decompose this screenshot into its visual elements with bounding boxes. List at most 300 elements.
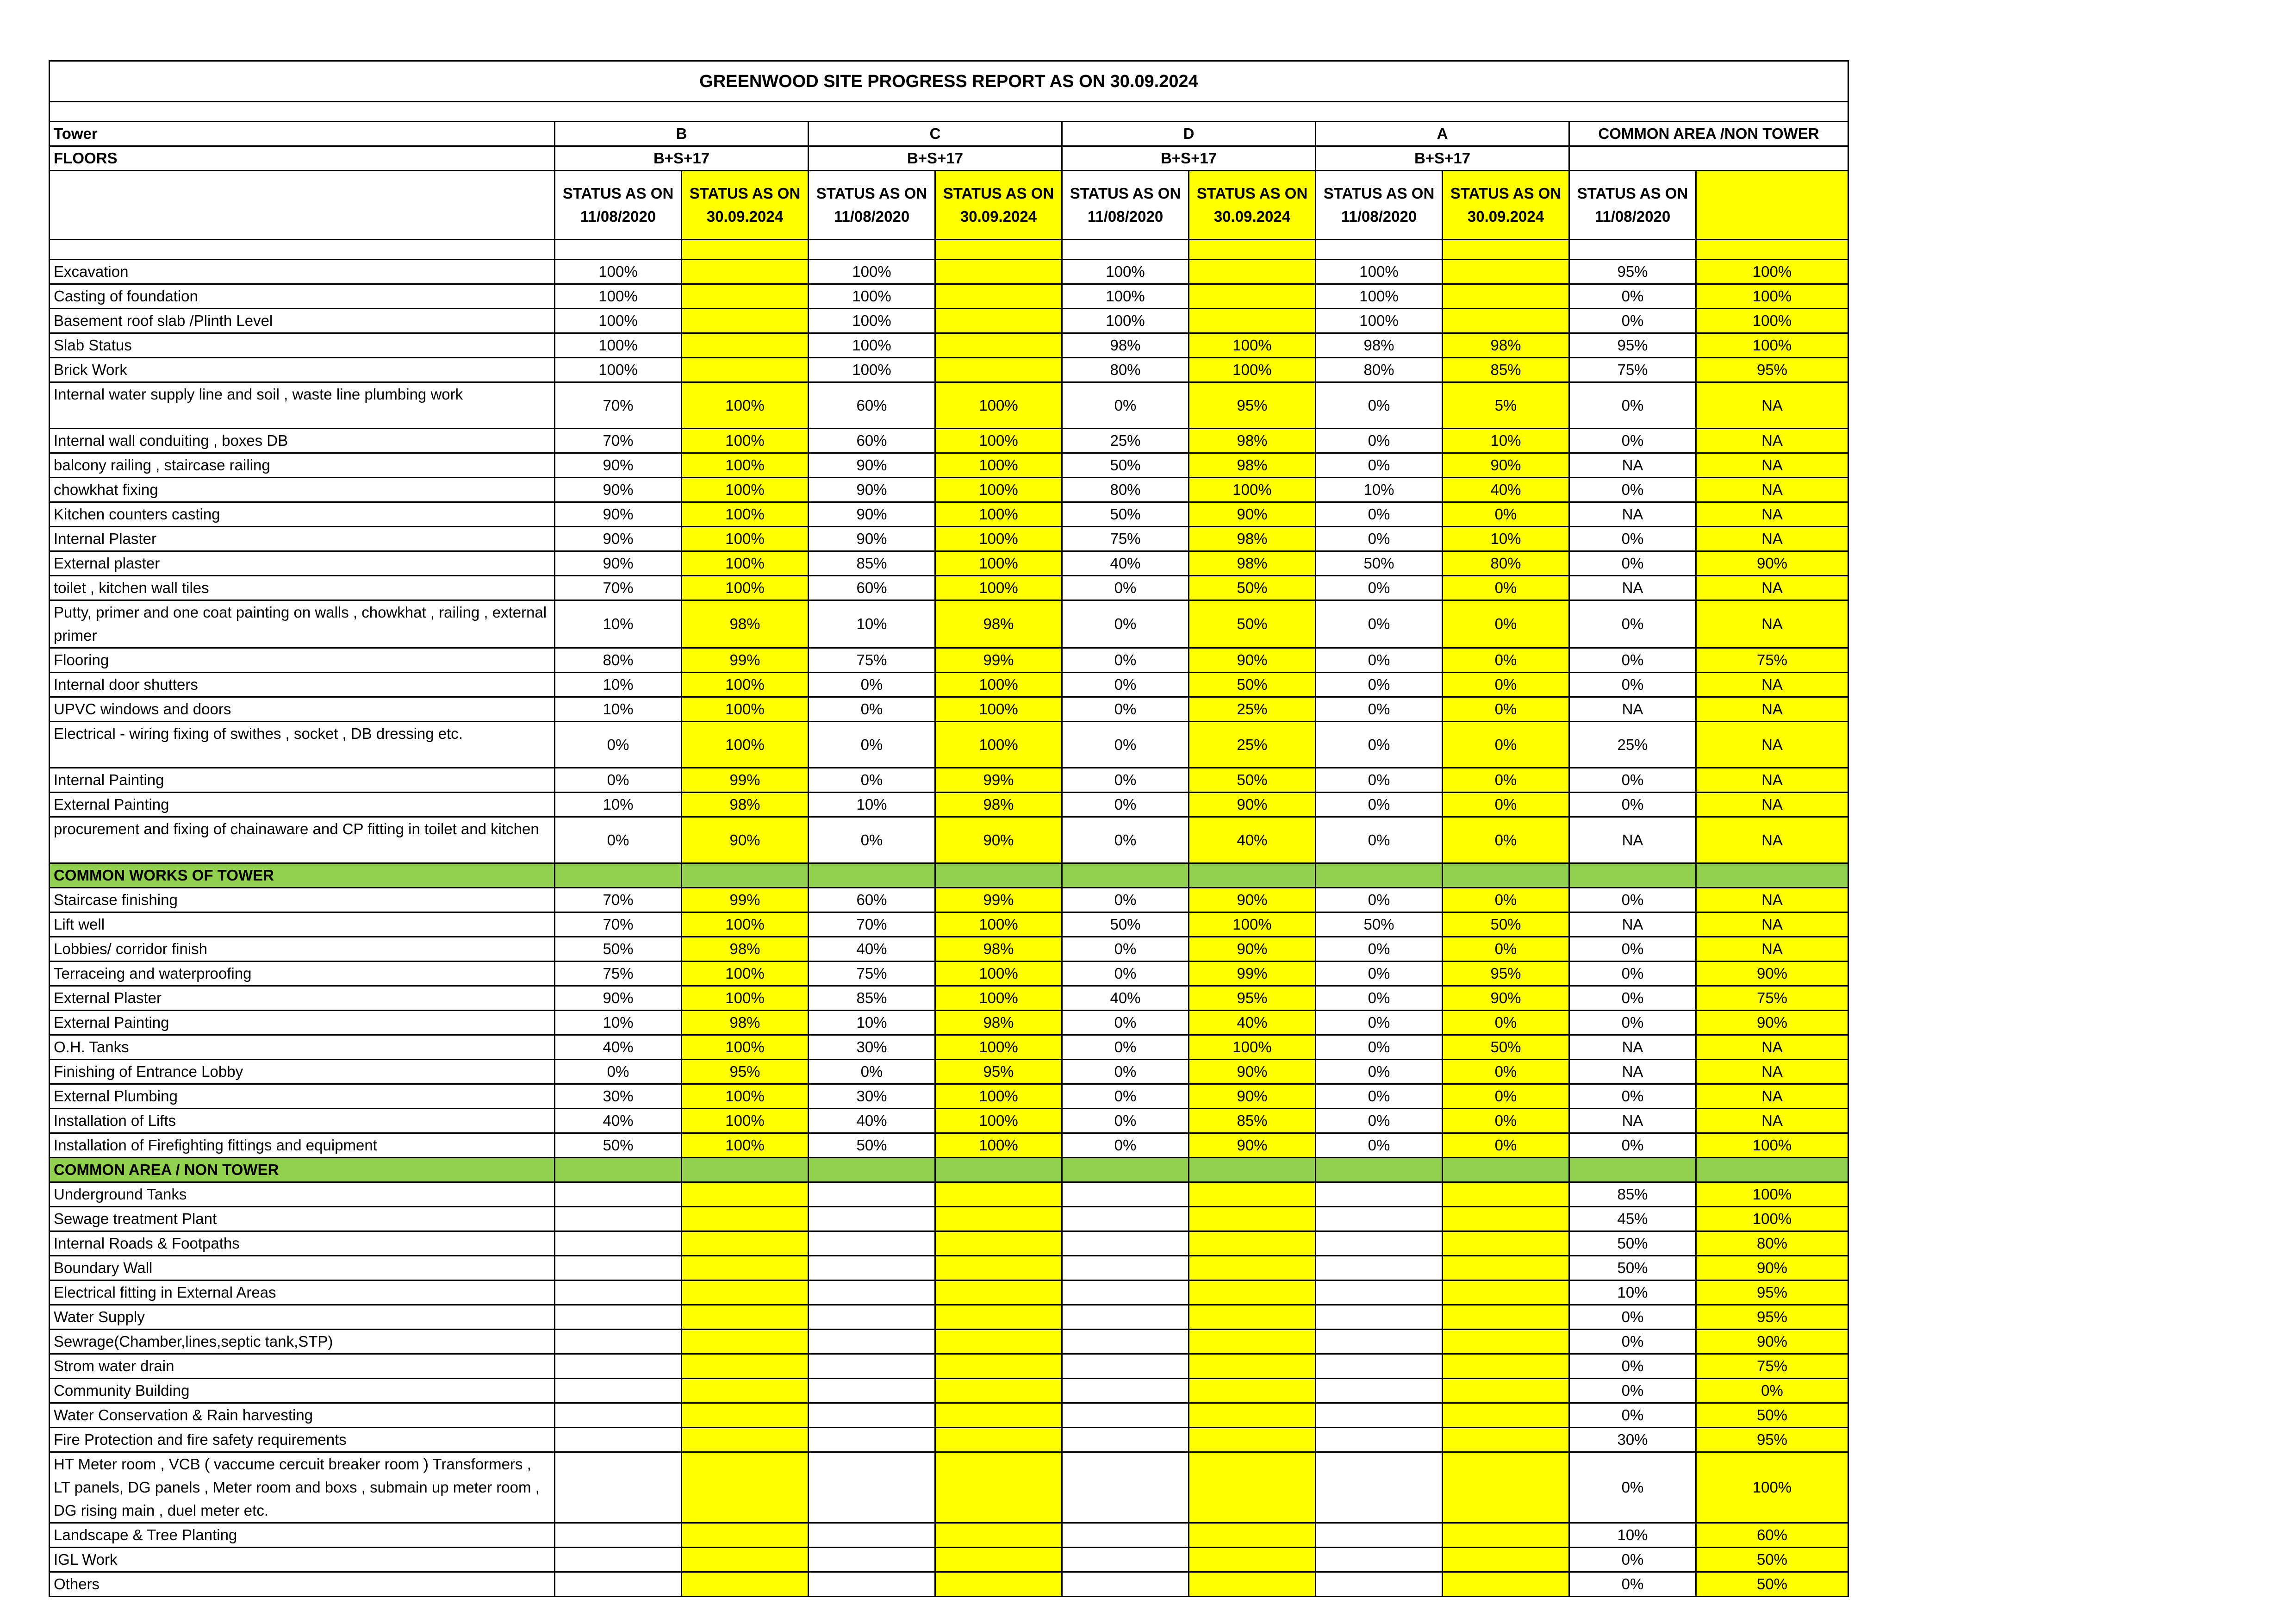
status-old-value: 30% xyxy=(1569,1428,1696,1452)
progress-table xyxy=(49,60,1849,1597)
status-new-value xyxy=(935,1428,1062,1452)
status-old-value: 0% xyxy=(1316,673,1443,697)
empty-cell xyxy=(935,1158,1062,1182)
empty-cell xyxy=(682,863,809,888)
status-old-value: 0% xyxy=(1569,551,1696,576)
status-new-value xyxy=(1443,309,1569,333)
status-old-value: 90% xyxy=(555,527,682,551)
status-old-value xyxy=(1062,1428,1189,1452)
status-new-value xyxy=(1189,284,1316,309)
tower-d-name: D xyxy=(1062,122,1316,146)
status-old-value: 0% xyxy=(1062,576,1189,600)
status-new-value: NA xyxy=(1696,1109,1848,1133)
status-new-value: 98% xyxy=(935,1011,1062,1035)
status-new-value: NA xyxy=(1696,673,1848,697)
common-area-header: COMMON AREA /NON TOWER xyxy=(1569,122,1848,146)
status-new-value: 0% xyxy=(1443,697,1569,722)
status-new-value: NA xyxy=(1696,1060,1848,1084)
status-old-value: 75% xyxy=(809,648,935,673)
status-new-value xyxy=(1443,1403,1569,1428)
activity-label: Excavation xyxy=(50,260,555,284)
status-new-value xyxy=(1189,309,1316,333)
status-old-value: 0% xyxy=(1316,576,1443,600)
status-new-value xyxy=(1443,284,1569,309)
empty-cell xyxy=(809,240,935,260)
status-old-value: 70% xyxy=(555,912,682,937)
activity-label: procurement and fixing of chainaware and CP fitting in toilet and kitchen xyxy=(50,817,555,863)
activity-label: Slab Status xyxy=(50,333,555,358)
status-old-value xyxy=(809,1182,935,1207)
status-old-value: 100% xyxy=(809,333,935,358)
status-new-value xyxy=(935,1231,1062,1256)
status-new-value xyxy=(1189,1452,1316,1523)
status-old-value xyxy=(1316,1231,1443,1256)
status-new-value xyxy=(1189,1182,1316,1207)
status-new-value: 10% xyxy=(1443,527,1569,551)
status-new-value: 25% xyxy=(1189,697,1316,722)
status-old-value xyxy=(1316,1354,1443,1379)
empty-cell xyxy=(1443,1158,1569,1182)
status-new-value: 95% xyxy=(1696,1428,1848,1452)
status-new-value: 100% xyxy=(682,697,809,722)
status-new-value: 75% xyxy=(1696,648,1848,673)
floors-row xyxy=(50,146,1848,171)
activity-label: Terraceing and waterproofing xyxy=(50,962,555,986)
status-old-value: 50% xyxy=(1062,453,1189,478)
status-old-value: 10% xyxy=(809,793,935,817)
status-old-value: 0% xyxy=(1062,1084,1189,1109)
status-new-value: 90% xyxy=(1189,888,1316,912)
status-old-value: 30% xyxy=(555,1084,682,1109)
status-old-value: 50% xyxy=(1569,1231,1696,1256)
status-new-value: 95% xyxy=(682,1060,809,1084)
status-new-value xyxy=(935,284,1062,309)
status-old-value: 0% xyxy=(1316,648,1443,673)
status-new-value: 85% xyxy=(1443,358,1569,382)
status-old-value: 0% xyxy=(1062,1011,1189,1035)
status-old-value: 60% xyxy=(809,382,935,429)
status-old-value: 0% xyxy=(1569,648,1696,673)
status-old-value xyxy=(1316,1428,1443,1452)
status-new-value: NA xyxy=(1696,382,1848,429)
status-new-value xyxy=(1189,1379,1316,1403)
status-new-value xyxy=(935,1305,1062,1330)
status-new-value: NA xyxy=(1696,697,1848,722)
status-old-value: 0% xyxy=(1316,600,1443,648)
status-new-value: 0% xyxy=(1443,1011,1569,1035)
status-old-value: 0% xyxy=(1569,429,1696,453)
status-new-value: 100% xyxy=(935,478,1062,502)
activity-label: Brick Work xyxy=(50,358,555,382)
status-old-value: NA xyxy=(1569,1109,1696,1133)
status-new-value: 98% xyxy=(935,937,1062,962)
empty-cell xyxy=(555,1158,682,1182)
status-new-value xyxy=(935,1548,1062,1572)
status-new-value: 100% xyxy=(682,478,809,502)
table-row xyxy=(50,309,1848,333)
activity-label: External Painting xyxy=(50,793,555,817)
status-new-value: 99% xyxy=(935,888,1062,912)
status-new-value: 90% xyxy=(1696,962,1848,986)
table-row xyxy=(50,453,1848,478)
table-row xyxy=(50,1011,1848,1035)
table-row xyxy=(50,1379,1848,1403)
activity-label: Internal Painting xyxy=(50,768,555,793)
status-old-value xyxy=(1316,1207,1443,1231)
status-old-value: 0% xyxy=(1062,817,1189,863)
tower-a-name: A xyxy=(1316,122,1569,146)
status-old-value xyxy=(809,1403,935,1428)
status-new-value: 100% xyxy=(1696,333,1848,358)
status-new-value: 0% xyxy=(1443,937,1569,962)
empty-cell xyxy=(1189,1158,1316,1182)
status-new-value: 100% xyxy=(1696,1133,1848,1158)
status-old-value xyxy=(555,1305,682,1330)
status-new-value: 100% xyxy=(1189,1035,1316,1060)
status-old-value: 95% xyxy=(1569,260,1696,284)
status-new-value: 100% xyxy=(682,673,809,697)
status-new-value xyxy=(1189,1305,1316,1330)
activity-label: Internal door shutters xyxy=(50,673,555,697)
table-row xyxy=(50,912,1848,937)
status-old-value: 85% xyxy=(809,551,935,576)
status-old-value: 0% xyxy=(1569,768,1696,793)
status-old-value: 0% xyxy=(1569,382,1696,429)
status-old-value: 0% xyxy=(1062,382,1189,429)
tower-b-floors: B+S+17 xyxy=(555,146,809,171)
status-old-value: 0% xyxy=(1062,648,1189,673)
status-new-value: 5% xyxy=(1443,382,1569,429)
table-row xyxy=(50,1207,1848,1231)
status-old-value: 0% xyxy=(1569,1548,1696,1572)
floors-label: FLOORS xyxy=(50,146,555,171)
status-new-value xyxy=(935,1256,1062,1280)
status-new-value xyxy=(682,1403,809,1428)
status-old-value xyxy=(555,1403,682,1428)
status-old-value: 100% xyxy=(1062,284,1189,309)
status-old-value: 100% xyxy=(1316,309,1443,333)
status-new-value: 40% xyxy=(1189,1011,1316,1035)
status-old-value xyxy=(809,1548,935,1572)
status-old-value: 0% xyxy=(1316,1035,1443,1060)
status-new-value: 100% xyxy=(935,986,1062,1011)
status-new-value: 100% xyxy=(935,912,1062,937)
status-old-value: 0% xyxy=(1569,1305,1696,1330)
activity-label: External Painting xyxy=(50,1011,555,1035)
status-old-value xyxy=(809,1256,935,1280)
status-new-value: 100% xyxy=(935,576,1062,600)
status-new-value: 98% xyxy=(682,1011,809,1035)
table-row xyxy=(50,1133,1848,1158)
status-new-value: NA xyxy=(1696,527,1848,551)
empty-cell xyxy=(1189,863,1316,888)
status-new-value: 100% xyxy=(682,1109,809,1133)
table-row xyxy=(50,986,1848,1011)
status-old-value: 0% xyxy=(1316,722,1443,768)
status-old-value: 0% xyxy=(1062,793,1189,817)
status-old-value: 0% xyxy=(1062,888,1189,912)
status-new-value: 80% xyxy=(1696,1231,1848,1256)
empty-cell xyxy=(682,1158,809,1182)
status-new-value: 100% xyxy=(1189,478,1316,502)
section-heading-row xyxy=(50,863,1848,888)
status-old-value: 10% xyxy=(1316,478,1443,502)
status-old-value: 90% xyxy=(555,453,682,478)
status-new-value: 90% xyxy=(1443,986,1569,1011)
status-old-value: 0% xyxy=(809,817,935,863)
status-old-value: 30% xyxy=(809,1084,935,1109)
status-new-value: 100% xyxy=(935,382,1062,429)
status-old-value xyxy=(809,1452,935,1523)
status-old-value: 75% xyxy=(1569,358,1696,382)
status-old-value xyxy=(1062,1379,1189,1403)
status-old-value: 45% xyxy=(1569,1207,1696,1231)
status-new-value: 98% xyxy=(1189,429,1316,453)
status-old-value: 40% xyxy=(555,1109,682,1133)
status-old-value: 0% xyxy=(1062,697,1189,722)
status-new-value: 0% xyxy=(1443,673,1569,697)
status-new-value xyxy=(935,1280,1062,1305)
status-new-value xyxy=(1443,1231,1569,1256)
status-old-value: 100% xyxy=(1062,309,1189,333)
status-new-value xyxy=(1443,1330,1569,1354)
status-new-value: NA xyxy=(1696,453,1848,478)
table-row xyxy=(50,260,1848,284)
status-old-value xyxy=(555,1280,682,1305)
status-new-value: 99% xyxy=(682,768,809,793)
status-new-value: 100% xyxy=(935,673,1062,697)
status-new-value xyxy=(682,260,809,284)
tower-c-name: C xyxy=(809,122,1062,146)
status-old-value: 50% xyxy=(555,937,682,962)
table-row xyxy=(50,478,1848,502)
progress-report-sheet xyxy=(49,60,1849,1597)
status-old-value xyxy=(809,1354,935,1379)
status-old-header: STATUS AS ON 11/08/2020 xyxy=(555,171,682,240)
status-new-value: NA xyxy=(1696,722,1848,768)
activity-label: IGL Work xyxy=(50,1548,555,1572)
status-old-value: 0% xyxy=(1062,1133,1189,1158)
table-row xyxy=(50,1428,1848,1452)
status-new-value xyxy=(1189,1428,1316,1452)
status-old-value: 0% xyxy=(1316,382,1443,429)
tower-row xyxy=(50,122,1848,146)
status-old-value: 75% xyxy=(555,962,682,986)
status-old-value: 50% xyxy=(809,1133,935,1158)
status-new-value: 95% xyxy=(1189,382,1316,429)
status-old-value: NA xyxy=(1569,502,1696,527)
status-old-value: 100% xyxy=(555,333,682,358)
status-new-value: 100% xyxy=(682,1035,809,1060)
status-old-value: 0% xyxy=(1569,962,1696,986)
status-new-value: 0% xyxy=(1443,648,1569,673)
status-new-value: 99% xyxy=(682,648,809,673)
status-old-value: 0% xyxy=(1316,1084,1443,1109)
status-old-value xyxy=(809,1330,935,1354)
table-row xyxy=(50,1035,1848,1060)
status-new-value: 50% xyxy=(1189,673,1316,697)
table-row xyxy=(50,1256,1848,1280)
status-new-value: 100% xyxy=(935,527,1062,551)
activity-label: Sewage treatment Plant xyxy=(50,1207,555,1231)
activity-label: Others xyxy=(50,1572,555,1597)
status-new-value: 98% xyxy=(682,600,809,648)
status-new-header: STATUS AS ON 30.09.2024 xyxy=(682,171,809,240)
activity-label: Staircase finishing xyxy=(50,888,555,912)
status-old-value xyxy=(1062,1452,1189,1523)
status-old-value: 0% xyxy=(1316,429,1443,453)
status-new-value: 95% xyxy=(1696,1305,1848,1330)
table-row xyxy=(50,358,1848,382)
status-old-value: 90% xyxy=(809,502,935,527)
status-old-value: 90% xyxy=(809,478,935,502)
status-new-value: 100% xyxy=(1696,260,1848,284)
status-old-value: 0% xyxy=(555,722,682,768)
empty-cell xyxy=(1569,146,1848,171)
status-old-value: 0% xyxy=(809,722,935,768)
activity-label: balcony railing , staircase railing xyxy=(50,453,555,478)
status-new-value xyxy=(1189,1231,1316,1256)
status-old-value: 0% xyxy=(1569,986,1696,1011)
status-new-value: 100% xyxy=(682,551,809,576)
status-old-value: 0% xyxy=(1062,673,1189,697)
status-new-header: STATUS AS ON 30.09.2024 xyxy=(1189,171,1316,240)
status-old-value: 0% xyxy=(1316,697,1443,722)
status-old-value: 50% xyxy=(1569,1256,1696,1280)
tower-b-name: B xyxy=(555,122,809,146)
empty-cell xyxy=(809,1158,935,1182)
status-new-value: 90% xyxy=(1189,648,1316,673)
status-new-value xyxy=(935,333,1062,358)
empty-cell xyxy=(682,240,809,260)
activity-label: Finishing of Entrance Lobby xyxy=(50,1060,555,1084)
status-old-value xyxy=(1062,1403,1189,1428)
status-new-value: 60% xyxy=(1696,1523,1848,1548)
status-old-value: 40% xyxy=(1062,986,1189,1011)
status-old-value: 0% xyxy=(1062,1109,1189,1133)
status-new-value: 40% xyxy=(1443,478,1569,502)
activity-label: Electrical fitting in External Areas xyxy=(50,1280,555,1305)
status-new-value: NA xyxy=(1696,1084,1848,1109)
status-old-value: 40% xyxy=(809,937,935,962)
table-row xyxy=(50,1305,1848,1330)
activity-label: Installation of Lifts xyxy=(50,1109,555,1133)
status-old-value: 85% xyxy=(809,986,935,1011)
table-row xyxy=(50,722,1848,768)
activity-label: External plaster xyxy=(50,551,555,576)
status-new-value: 98% xyxy=(1189,453,1316,478)
empty-cell xyxy=(1569,240,1696,260)
status-new-value: 100% xyxy=(682,986,809,1011)
status-old-value: 0% xyxy=(1316,1011,1443,1035)
status-old-value: 10% xyxy=(1569,1280,1696,1305)
status-new-value: 100% xyxy=(1189,333,1316,358)
status-new-value xyxy=(1443,1379,1569,1403)
status-new-value: NA xyxy=(1696,937,1848,962)
status-new-value: 99% xyxy=(935,648,1062,673)
status-old-value: 0% xyxy=(1062,1035,1189,1060)
table-row xyxy=(50,502,1848,527)
table-row xyxy=(50,1084,1848,1109)
empty-cell xyxy=(1316,863,1443,888)
empty-cell xyxy=(1062,240,1189,260)
status-new-value xyxy=(1443,1305,1569,1330)
status-old-value: 0% xyxy=(1316,1133,1443,1158)
status-new-value: 0% xyxy=(1443,600,1569,648)
status-old-header: STATUS AS ON 11/08/2020 xyxy=(1062,171,1189,240)
status-old-value xyxy=(555,1428,682,1452)
status-new-value xyxy=(682,1354,809,1379)
status-old-value: 100% xyxy=(809,260,935,284)
empty-cell xyxy=(1696,1158,1848,1182)
status-new-value: 50% xyxy=(1443,912,1569,937)
status-old-value xyxy=(809,1379,935,1403)
status-new-value: NA xyxy=(1696,768,1848,793)
status-new-value xyxy=(1189,1256,1316,1280)
status-old-value: 90% xyxy=(555,478,682,502)
status-old-value xyxy=(1316,1548,1443,1572)
spacer-row xyxy=(50,240,1848,260)
table-row xyxy=(50,793,1848,817)
status-new-value: 95% xyxy=(1189,986,1316,1011)
status-old-value: NA xyxy=(1569,697,1696,722)
table-row xyxy=(50,429,1848,453)
status-new-value: 0% xyxy=(1443,1109,1569,1133)
status-old-value: 0% xyxy=(1316,1060,1443,1084)
status-new-value: NA xyxy=(1696,912,1848,937)
empty-cell xyxy=(1316,240,1443,260)
status-new-value: 90% xyxy=(1189,1060,1316,1084)
status-old-value: 0% xyxy=(1316,817,1443,863)
status-old-value: 30% xyxy=(809,1035,935,1060)
status-old-value: NA xyxy=(1569,453,1696,478)
status-new-value xyxy=(935,1330,1062,1354)
status-old-value: 0% xyxy=(1569,1133,1696,1158)
status-old-value: 0% xyxy=(1316,1109,1443,1133)
status-new-value xyxy=(682,1452,809,1523)
status-new-value: 0% xyxy=(1443,502,1569,527)
status-new-value: 95% xyxy=(1443,962,1569,986)
status-new-value: 10% xyxy=(1443,429,1569,453)
status-old-value: 0% xyxy=(1316,768,1443,793)
status-old-value: 0% xyxy=(1316,888,1443,912)
status-old-value: 75% xyxy=(1062,527,1189,551)
status-old-value xyxy=(809,1305,935,1330)
status-new-value xyxy=(682,309,809,333)
activity-label: Lift well xyxy=(50,912,555,937)
status-new-value xyxy=(1443,1572,1569,1597)
status-new-value xyxy=(1443,260,1569,284)
table-row xyxy=(50,888,1848,912)
status-old-value: 50% xyxy=(555,1133,682,1158)
status-old-value xyxy=(555,1548,682,1572)
status-new-value: 90% xyxy=(1189,1084,1316,1109)
status-new-value xyxy=(1189,1572,1316,1597)
status-new-value: 0% xyxy=(1443,1060,1569,1084)
status-old-value: 0% xyxy=(1316,793,1443,817)
status-old-value: 0% xyxy=(1316,527,1443,551)
status-old-value: 0% xyxy=(1569,600,1696,648)
status-new-value: 100% xyxy=(682,1133,809,1158)
status-old-value xyxy=(555,1256,682,1280)
empty-cell xyxy=(1569,863,1696,888)
status-old-value: 100% xyxy=(1316,260,1443,284)
status-new-value: 100% xyxy=(682,962,809,986)
status-new-value: 90% xyxy=(1696,1256,1848,1280)
status-new-value: 0% xyxy=(1443,722,1569,768)
table-row xyxy=(50,1231,1848,1256)
status-new-value: NA xyxy=(1696,888,1848,912)
